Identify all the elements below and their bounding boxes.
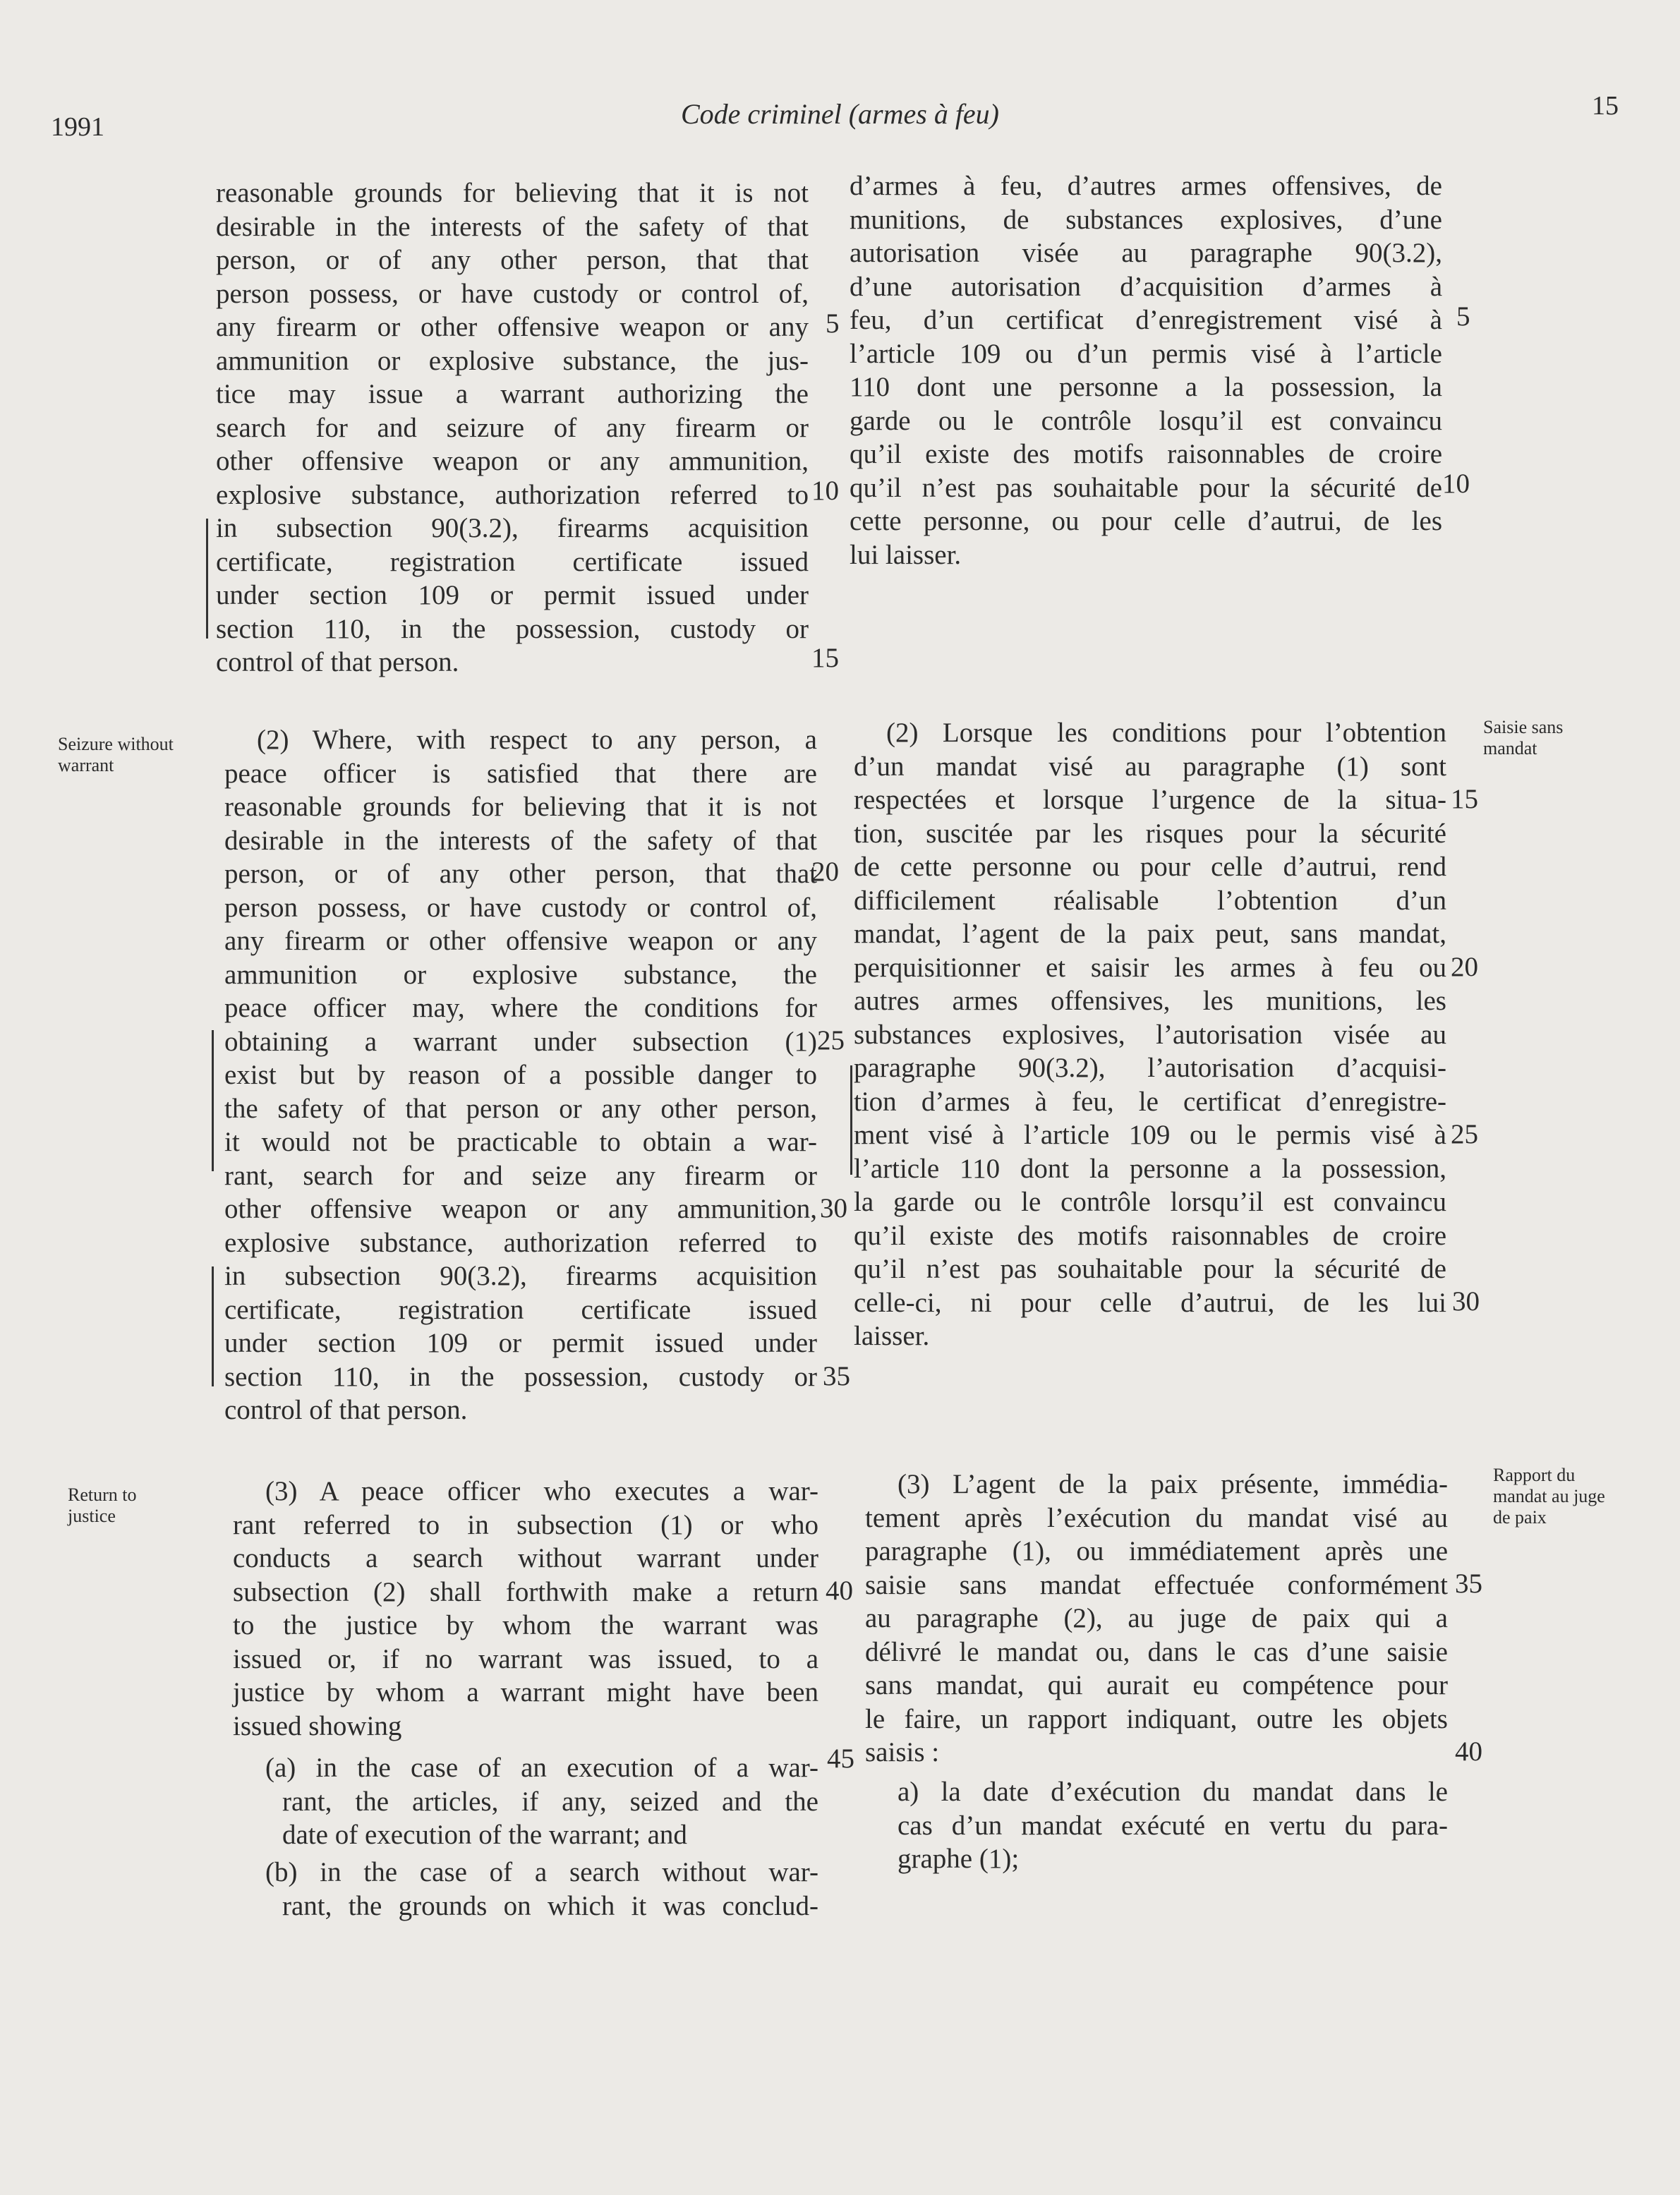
amendment-bar xyxy=(212,1030,214,1171)
text-line: obtaining a warrant under subsection (1) xyxy=(224,1026,817,1057)
line-number: 25 xyxy=(1451,1119,1478,1149)
page-number: 15 xyxy=(1592,91,1619,121)
text-line: in subsection 90(3.2), firearms acquisition xyxy=(224,1261,817,1291)
line-number: 5 xyxy=(1456,301,1470,332)
text-line: garde ou le contrôle losqu’il est convaincu xyxy=(850,405,1442,436)
text-line: control of that person. xyxy=(224,1395,468,1425)
text-line: (a) in the case of an execution of a war- xyxy=(265,1753,818,1783)
text-line: tement après l’exécution du mandat visé au xyxy=(865,1502,1448,1533)
text-line: saisis : xyxy=(865,1737,940,1767)
text-line: search for and seizure of any firearm or xyxy=(216,412,809,443)
line-number: 20 xyxy=(811,857,839,887)
text-line: autres armes offensives, les munitions, les xyxy=(854,986,1446,1016)
fr-subsection-2 xyxy=(854,716,1446,1353)
line-number: 10 xyxy=(811,476,839,506)
text-line: 110 dont une personne a la possession, la xyxy=(850,372,1442,402)
amendment-bar xyxy=(850,1065,852,1175)
text-line: desirable in the interests of the safety of that xyxy=(224,825,817,856)
line-number: 15 xyxy=(1451,784,1478,814)
en-subsection-2 xyxy=(224,723,817,1427)
text-line: sans mandat, qui aurait eu compétence pour xyxy=(865,1670,1448,1700)
text-line: person possess, or have custody or control of, xyxy=(224,892,817,923)
fr-paragraph-1-continued xyxy=(850,169,1442,572)
text-line: de cette personne ou pour celle d’autrui, rend xyxy=(854,852,1446,882)
margin-note-line: Seizure without xyxy=(58,734,174,754)
text-line: qu’il n’est pas souhaitable pour la sécurité de xyxy=(850,472,1442,503)
text-line: certificate, registration certificate issued xyxy=(224,1294,817,1325)
text-line: paragraphe (1), ou immédiatement après une xyxy=(865,1536,1448,1566)
text-line: under section 109 or permit issued under xyxy=(216,580,809,610)
text-line: person possess, or have custody or control of, xyxy=(216,278,809,309)
margin-note-line: Return to xyxy=(68,1485,137,1505)
text-line: a) la date d’exécution du mandat dans le xyxy=(898,1777,1448,1807)
margin-note-line: Rapport du xyxy=(1493,1465,1576,1485)
text-line: cette personne, ou pour celle d’autrui, de les xyxy=(850,506,1442,536)
text-line: munitions, de substances explosives, d’une xyxy=(850,204,1442,235)
en-paragraph-3a xyxy=(233,1751,818,1852)
text-line: issued showing xyxy=(233,1710,402,1741)
margin-note-rapport-du-mandat xyxy=(1493,1465,1605,1528)
text-line: any firearm or other offensive weapon or any xyxy=(224,926,817,956)
margin-note-saisie-sans-mandat xyxy=(1483,717,1563,759)
text-line: under section 109 or permit issued under xyxy=(224,1328,817,1358)
text-line: explosive substance, authorization referred to xyxy=(224,1227,817,1258)
text-line: lui laisser. xyxy=(850,539,962,570)
text-line: autorisation visée au paragraphe 90(3.2), xyxy=(850,238,1442,268)
fr-subsection-3 xyxy=(865,1468,1448,1770)
line-number: 10 xyxy=(1442,468,1470,499)
text-line: cas d’un mandat exécuté en vertu du para- xyxy=(898,1810,1448,1841)
text-line: ammunition or explosive substance, the xyxy=(224,959,817,990)
text-line: difficilement réalisable l’obtention d’un xyxy=(854,885,1446,916)
text-line: person, or of any other person, that that xyxy=(216,245,809,275)
header-year: 1991 xyxy=(51,112,104,142)
text-line: (2) Lorsque les conditions pour l’obtention xyxy=(886,718,1446,748)
line-number: 20 xyxy=(1451,952,1478,982)
margin-note-line: de paix xyxy=(1493,1507,1547,1528)
text-line: certificate, registration certificate issued xyxy=(216,546,809,577)
text-line: ammunition or explosive substance, the jus- xyxy=(216,345,809,376)
text-line: perquisitionner et saisir les armes à feu ou xyxy=(854,952,1446,983)
text-line: ment visé à l’article 109 ou le permis visé à xyxy=(854,1120,1446,1150)
text-line: mandat, l’agent de la paix peut, sans mandat, xyxy=(854,919,1446,949)
text-line: section 110, in the possession, custody or xyxy=(224,1361,817,1392)
text-line: tion d’armes à feu, le certificat d’enregistre- xyxy=(854,1086,1446,1117)
text-line: person, or of any other person, that that xyxy=(224,859,817,889)
text-line: d’une autorisation d’acquisition d’armes à xyxy=(850,271,1442,302)
text-line: reasonable grounds for believing that it is not xyxy=(224,792,817,822)
line-number: 45 xyxy=(827,1743,854,1774)
text-line: qu’il existe des motifs raisonnables de croire xyxy=(850,439,1442,469)
text-line: justice by whom a warrant might have been xyxy=(233,1677,818,1707)
text-line: l’article 109 ou d’un permis visé à l’article xyxy=(850,338,1442,369)
text-line: d’armes à feu, d’autres armes offensives, de xyxy=(850,171,1442,201)
text-line: tice may issue a warrant authorizing the xyxy=(216,379,809,409)
text-line: (3) A peace officer who executes a war- xyxy=(265,1476,818,1506)
line-number: 15 xyxy=(811,643,839,673)
text-line: celle-ci, ni pour celle d’autrui, de les lui xyxy=(854,1287,1446,1318)
text-line: peace officer may, where the conditions for xyxy=(224,993,817,1023)
amendment-bar xyxy=(212,1266,214,1386)
text-line: date of execution of the warrant; and xyxy=(282,1820,687,1850)
margin-note-line: warrant xyxy=(58,755,114,775)
text-line: graphe (1); xyxy=(898,1844,1020,1874)
line-number: 30 xyxy=(1452,1286,1480,1317)
text-line: issued or, if no warrant was issued, to a xyxy=(233,1643,818,1674)
text-line: explosive substance, authorization referred to xyxy=(216,479,809,510)
fr-paragraph-3a xyxy=(865,1775,1448,1876)
text-line: peace officer is satisfied that there are xyxy=(224,758,817,789)
text-line: rant, the grounds on which it was conclud- xyxy=(282,1890,818,1921)
margin-note-line: justice xyxy=(68,1506,116,1526)
text-line: other offensive weapon or any ammunition, xyxy=(224,1194,817,1224)
text-line: exist but by reason of a possible danger to xyxy=(224,1060,817,1090)
line-number: 25 xyxy=(817,1025,845,1056)
line-number: 40 xyxy=(1455,1736,1482,1767)
text-line: délivré le mandat ou, dans le cas d’une saisie xyxy=(865,1636,1448,1667)
line-number: 30 xyxy=(820,1193,847,1223)
text-line: rant referred to in subsection (1) or who xyxy=(233,1509,818,1540)
text-line: other offensive weapon or any ammunition, xyxy=(216,446,809,476)
text-line: le faire, un rapport indiquant, outre les objets xyxy=(865,1703,1448,1734)
text-line: control of that person. xyxy=(216,647,459,677)
text-line: au paragraphe (2), au juge de paix qui a xyxy=(865,1603,1448,1633)
text-line: the safety of that person or any other person, xyxy=(224,1093,817,1124)
line-number: 5 xyxy=(826,308,840,339)
line-number: 35 xyxy=(823,1361,850,1391)
margin-note-line: Saisie sans xyxy=(1483,717,1564,737)
text-line: l’article 110 dont la personne a la possession, xyxy=(854,1153,1446,1184)
text-line: laisser. xyxy=(854,1321,930,1351)
line-number: 35 xyxy=(1455,1568,1482,1599)
text-line: feu, d’un certificat d’enregistrement visé à xyxy=(850,305,1442,335)
en-subsection-3 xyxy=(233,1475,818,1743)
amendment-bar xyxy=(206,519,208,639)
text-line: paragraphe 90(3.2), l’autorisation d’acquisi- xyxy=(854,1053,1446,1083)
margin-note-return-to-justice xyxy=(68,1485,137,1527)
en-paragraph-3b xyxy=(233,1856,818,1923)
en-paragraph-1-continued xyxy=(216,176,809,679)
text-line: rant, the articles, if any, seized and the xyxy=(282,1786,818,1817)
text-line: substances explosives, l’autorisation visée au xyxy=(854,1019,1446,1050)
text-line: rant, search for and seize any firearm or xyxy=(224,1160,817,1191)
text-line: qu’il n’est pas souhaitable pour la sécurité de xyxy=(854,1254,1446,1284)
text-line: it would not be practicable to obtain a war- xyxy=(224,1127,817,1157)
text-line: tion, suscitée par les risques pour la sécurité xyxy=(854,818,1446,849)
text-line: conducts a search without warrant under xyxy=(233,1543,818,1573)
text-line: section 110, in the possession, custody or xyxy=(216,613,809,644)
margin-note-line: mandat xyxy=(1483,738,1537,758)
text-line: d’un mandat visé au paragraphe (1) sont xyxy=(854,751,1446,782)
text-line: desirable in the interests of the safety of that xyxy=(216,211,809,242)
text-line: saisie sans mandat effectuée conformément xyxy=(865,1569,1448,1600)
text-line: subsection (2) shall forthwith make a return xyxy=(233,1576,818,1607)
margin-note-line: mandat au juge xyxy=(1493,1486,1605,1506)
text-line: la garde ou le contrôle lorsqu’il est convaincu xyxy=(854,1187,1446,1217)
line-number: 40 xyxy=(826,1576,853,1606)
text-line: qu’il existe des motifs raisonnables de croire xyxy=(854,1220,1446,1251)
text-line: respectées et lorsque l’urgence de la situa- xyxy=(854,785,1446,815)
text-line: in subsection 90(3.2), firearms acquisition xyxy=(216,513,809,543)
margin-note-seizure-without-warrant xyxy=(58,734,174,776)
text-line: (3) L’agent de la paix présente, immédia- xyxy=(898,1469,1448,1499)
running-title: Code criminel (armes à feu) xyxy=(680,98,999,130)
text-line: reasonable grounds for believing that it is not xyxy=(216,178,809,208)
text-line: any firearm or other offensive weapon or any xyxy=(216,312,809,342)
text-line: (b) in the case of a search without war- xyxy=(265,1857,818,1887)
text-line: to the justice by whom the warrant was xyxy=(233,1610,818,1640)
text-line: (2) Where, with respect to any person, a xyxy=(257,725,817,755)
